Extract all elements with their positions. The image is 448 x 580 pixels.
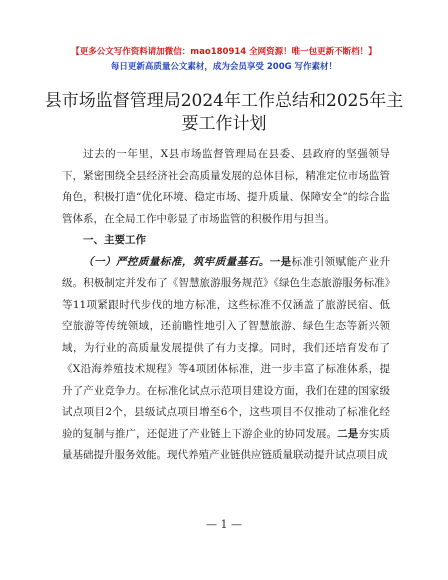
subsection-paragraph [62, 252, 390, 467]
document-body [62, 144, 390, 467]
section-heading-main-work: 一、主要工作 [83, 234, 146, 246]
promo-banner-line-1: 【更多公文写作资料请加微信：mao180914 全网资源！唯一包更新不断档！】 [71, 47, 377, 57]
point-text-second: 夯实质量基础提升服务效能。现代养殖产业链供应链质量联动提升试点项目成 [62, 427, 391, 461]
point-label-first: 一是 [269, 255, 292, 268]
page-number: — 1 — [206, 518, 242, 531]
point-label-second: 二是 [337, 427, 359, 440]
intro-paragraph: 过去的一年里，X县市场监督管理局在县委、县政府的坚强领导下，紧密围绕全县经济社会高质量发展的总体目标，精准定位市场监管角色，积极打造“优化环境、稳定市场、提升质量、保障安全”的综合监管体系，在全局工作中彰显了市场监管的积极作用与担当。 [62, 148, 390, 225]
promo-banner-line-2: 每日更新高质量公文素材，成为会员享受 200G 写作素材！ [110, 62, 338, 72]
document-title: 县市场监督管理局2024年工作总结和2025年主要工作计划 [44, 91, 404, 134]
point-text-first: 标准引领赋能产业升级。积极制定并发布了《智慧旅游服务规范》《绿色生态旅游服务标准》等11项紧跟时代步伐的地方标准，这些标准不仅涵盖了旅游民宿、低空旅游等传统领域，还前瞻性地引入了智慧旅游、绿色生态等新兴领域，为行业的高质量发展提供了有力支撑。同时，我们还培育发布了《X沿海养殖技术规程》等4项团体标准，进一步丰富了标准体系，提升了产业竞争力。在标准化试点示范项目建设方面，我们在建的国家级试点项目2个，县级试点项目增至6个，这些项目不仅推动了标准化经验的复制与推广，还促进了产业链上下游企业的协同发展。 [62, 255, 391, 440]
subsection-heading-quality: （一）严控质量标准，筑牢质量基石。 [83, 255, 270, 268]
